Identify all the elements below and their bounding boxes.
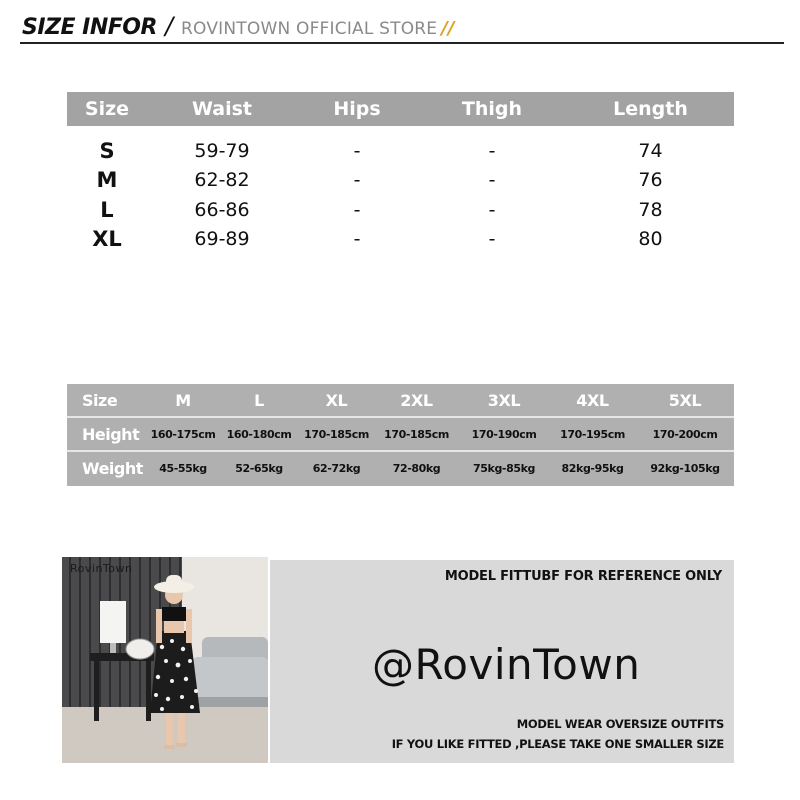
fit-size-xl: XL — [325, 390, 348, 410]
hips-cell: - — [353, 198, 361, 221]
col-header-length: Length — [613, 98, 688, 120]
oversize-note: MODEL WEAR OVERSIZE OUTFITS — [516, 717, 724, 731]
height-cell: 160-175cm — [150, 427, 216, 441]
fit-size-5xl: 5XL — [668, 390, 702, 410]
table-row — [67, 166, 734, 196]
table-row — [67, 136, 734, 166]
row-label-height: Height — [82, 424, 140, 444]
header-divider — [20, 42, 784, 44]
fit-weight-row — [67, 452, 734, 484]
height-cell: 170-200cm — [652, 427, 718, 441]
photo-watermark: RovinTown — [70, 562, 133, 575]
weight-cell: 52-65kg — [235, 461, 283, 475]
hips-cell: - — [353, 228, 361, 251]
height-cell: 170-195cm — [560, 427, 625, 441]
size-cell: M — [96, 168, 118, 193]
weight-cell: 92kg-105kg — [650, 461, 720, 475]
thigh-cell: - — [488, 169, 496, 192]
table-row — [67, 225, 734, 255]
length-cell: 74 — [638, 139, 663, 162]
weight-cell: 82kg-95kg — [561, 461, 624, 475]
fit-size-3xl: 3XL — [487, 390, 521, 410]
thigh-cell: - — [488, 228, 496, 251]
waist-cell: 66-86 — [194, 198, 250, 221]
hips-cell: - — [353, 169, 361, 192]
size-cell: S — [99, 138, 115, 163]
col-header-waist: Waist — [191, 98, 252, 120]
title-separator: / — [164, 12, 174, 40]
fit-size-2xl: 2XL — [400, 390, 433, 410]
waist-cell: 69-89 — [194, 228, 250, 251]
store-mark: // — [441, 18, 455, 39]
model-info-panel — [270, 560, 734, 763]
size-chart-table — [67, 92, 734, 254]
length-cell: 80 — [638, 228, 663, 251]
page-title: SIZE INFOR — [22, 15, 157, 40]
fit-size-m: M — [175, 390, 191, 410]
height-cell: 170-185cm — [384, 427, 449, 441]
page-header — [22, 12, 454, 44]
model-photo — [62, 557, 268, 763]
sizing-advice: IF YOU LIKE FITTED ,PLEASE TAKE ONE SMALLER SIZE — [391, 737, 724, 751]
hips-cell: - — [353, 139, 361, 162]
row-label-weight: Weight — [82, 458, 143, 478]
fit-height-row — [67, 418, 734, 450]
fit-size-4xl: 4XL — [576, 390, 609, 410]
weight-cell: 45-55kg — [159, 461, 207, 475]
thigh-cell: - — [488, 139, 496, 162]
length-cell: 76 — [638, 169, 663, 192]
row-label-size: Size — [82, 390, 118, 410]
fit-header-row — [67, 384, 734, 416]
brand-handle: @RovinTown — [372, 640, 641, 689]
fit-recommendation-table — [67, 384, 734, 486]
height-cell: 170-185cm — [304, 427, 369, 441]
waist-cell: 59-79 — [194, 139, 250, 162]
fit-size-l: L — [254, 390, 264, 410]
thigh-cell: - — [488, 198, 496, 221]
height-cell: 160-180cm — [226, 427, 292, 441]
weight-cell: 62-72kg — [312, 461, 361, 475]
col-header-size: Size — [84, 98, 130, 120]
height-cell: 170-190cm — [471, 427, 537, 441]
weight-cell: 72-80kg — [392, 461, 441, 475]
size-chart-header — [67, 92, 734, 126]
reference-note: MODEL FITTUBF FOR REFERENCE ONLY — [444, 569, 722, 584]
length-cell: 78 — [638, 198, 663, 221]
col-header-hips: Hips — [333, 98, 381, 120]
col-header-thigh: Thigh — [461, 98, 523, 120]
model-photo-illustration — [62, 557, 268, 763]
table-row — [67, 195, 734, 225]
size-cell: L — [100, 197, 114, 222]
waist-cell: 62-82 — [194, 169, 250, 192]
size-cell: XL — [92, 227, 122, 252]
store-name: ROVINTOWN OFFICIAL STORE — [181, 19, 438, 39]
weight-cell: 75kg-85kg — [473, 461, 535, 475]
